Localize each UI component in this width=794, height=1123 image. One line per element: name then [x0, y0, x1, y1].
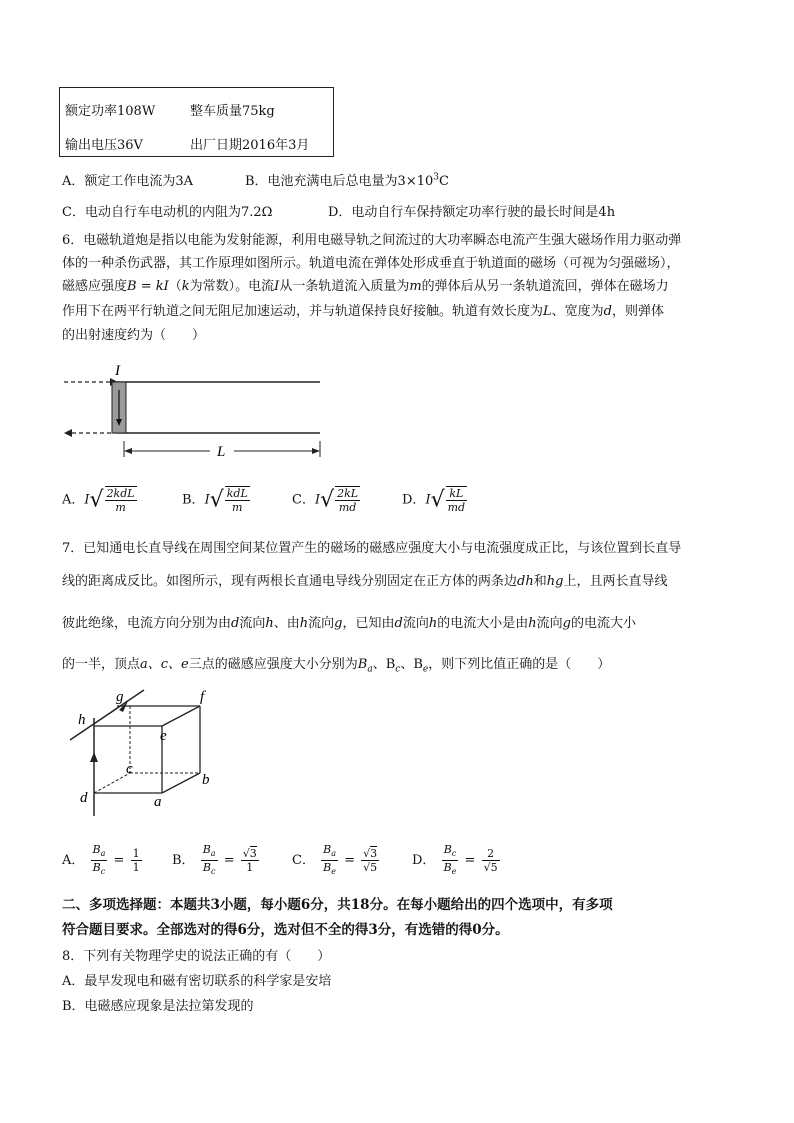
q6-option-b: B．I√ $\frac{\text{kdL}}{m}$ — [182, 487, 248, 514]
manufacture-date: 出厂日期2016年3月 — [190, 138, 310, 153]
q6-line4: 作用下在两平行轨道之间无阻尼加速运动，并与轨道保持良好接触。轨道有效长度为L、宽度为d，则弹体 — [62, 304, 665, 319]
q5-option-a: A．额定工作电流为3A — [62, 174, 194, 189]
q5-option-d: D．电动自行车保持额定功率行驶的最长时间是4h — [328, 205, 616, 220]
q6-line3: 磁感应强度B = kI（k为常数）。电流I从一条轨道流入质量为m的弹体后从另一条轨道流回，弹体在磁场力 — [62, 279, 669, 294]
q5-option-b: B．电池充满电后总电量为$3\times 10^3C$ — [245, 172, 449, 189]
svg-text:c: c — [126, 761, 133, 777]
current-out-arrowhead — [64, 429, 72, 437]
output-voltage: 输出电压36V — [65, 138, 143, 153]
wire-dh-arrowhead — [90, 752, 98, 762]
q7-option-c: C． $\frac{B_a}{B_e}$ = $\frac{√3}{√5}$ — [292, 843, 378, 877]
svg-text:h: h — [78, 712, 86, 728]
q7-line3: 彼此绝缘，电流方向分别为由d流向h、由h流向g，已知由d流向h的电流大小是由h流向g的电流大小 — [62, 616, 636, 631]
railgun-diagram — [62, 355, 342, 465]
q7-option-a: A． $\frac{B_a}{B_c}$ = $\frac{1}{1}$ — [62, 843, 140, 877]
section2-line1: 二、多项选择题：本题共3小题，每小题6分，共18分。在每小题给出的四个选项中，有多项 — [62, 897, 613, 913]
q6-line5: 的出射速度约为（ ） — [62, 328, 206, 343]
q5-option-c: C．电动自行车电动机的内阻为7.2Ω — [62, 205, 273, 220]
spec-table — [59, 87, 334, 157]
vehicle-mass: 整车质量75kg — [190, 104, 275, 119]
q8-option-a: A．最早发现电和磁有密切联系的科学家是安培 — [62, 974, 332, 989]
label-i: I — [115, 363, 120, 379]
q6-option-c: C．I√ $\frac{2kL}{md}$ — [292, 487, 359, 514]
svg-text:g: g — [116, 689, 124, 705]
rated-power: 额定功率108W — [65, 104, 156, 119]
svg-text:e: e — [160, 728, 167, 744]
q8-stem: 8．下列有关物理学史的说法正确的有（ ） — [62, 949, 331, 964]
q6-option-d: D．I√ $\frac{kL}{md}$ — [402, 487, 466, 514]
q6-line2: 体的一种杀伤武器，其工作原理如图所示。轨道电流在弹体处形成垂直于轨道面的磁场（可视为匀强磁场）， — [62, 256, 680, 271]
q7-line1: 7．已知通电长直导线在周围空间某位置产生的磁场的磁感应强度大小与电流强度成正比，与该位置到长直导 — [62, 541, 682, 556]
cube-diagram — [62, 688, 222, 828]
section2-line2: 符合题目要求。全部选对的得6分，选对但不全的得3分，有选错的得0分。 — [62, 922, 509, 938]
svg-text:a: a — [154, 794, 162, 810]
svg-text:f: f — [200, 689, 205, 705]
label-l: L — [217, 444, 226, 460]
svg-text:b: b — [202, 772, 210, 788]
q7-option-b: B． $\frac{B_a}{B_c}$ = $\frac{√3}{1}$ — [172, 843, 257, 877]
q8-option-b: B．电磁感应现象是法拉第发现的 — [62, 999, 254, 1014]
svg-text:d: d — [80, 790, 88, 806]
q6-line1: 6．电磁轨道炮是指以电能为发射能源，利用电磁导轨之间流过的大功率瞬态电流产生强大磁场作用力驱动弹 — [62, 233, 682, 248]
q7-line2: 线的距离成反比。如图所示，现有两根长直通电导线分别固定在正方体的两条边dh和hg上，且两长直导线 — [62, 574, 668, 589]
q6-option-a: A．I√ $\frac{\text{2kdL}}{m}$ — [62, 487, 135, 514]
q7-line4: 的一半，顶点a、c、e三点的磁感应强度大小分别为$B_a$、$B_c$、$B_e$，则下列比值正确的是（ ） — [62, 657, 611, 675]
q7-option-d: D． $\frac{B_c}{B_e}$ = $\frac{2}{√5}$ — [412, 843, 498, 877]
